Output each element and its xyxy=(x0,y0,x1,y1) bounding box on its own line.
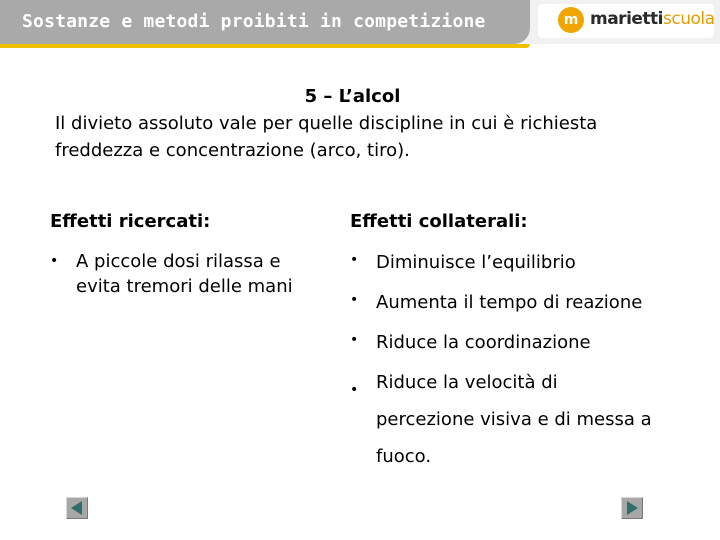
right-column-heading: Effetti collaterali: xyxy=(350,211,528,232)
right-list-item-text: Riduce la velocità di percezione visiva e di messa a fuoco. xyxy=(376,372,652,467)
bullet-icon: • xyxy=(350,382,359,398)
right-list-item-text: Diminuisce l’equilibrio xyxy=(376,252,576,273)
next-slide-button[interactable] xyxy=(621,497,643,519)
right-list-item xyxy=(350,292,700,313)
right-list-item-text: Riduce la coordinazione xyxy=(376,332,591,353)
triangle-right-icon xyxy=(622,498,642,518)
left-list-item-text: A piccole dosi rilassa e evita tremori delle mani xyxy=(76,251,293,297)
triangle-left-icon xyxy=(67,498,87,518)
bullet-icon: • xyxy=(350,252,359,268)
left-list-item xyxy=(50,249,330,299)
bullet-icon: • xyxy=(350,292,359,308)
left-column-heading: Effetti ricercati: xyxy=(50,211,211,232)
title-band xyxy=(0,0,530,44)
section-title: 5 – L’alcol xyxy=(304,86,401,107)
bullet-icon: • xyxy=(50,253,59,269)
header-bar xyxy=(0,0,720,44)
previous-slide-button[interactable] xyxy=(66,497,88,519)
header-title: Sostanze e metodi proibiti in competizione xyxy=(22,11,486,32)
logo-text xyxy=(590,9,715,29)
right-list-item xyxy=(350,364,660,475)
right-list-item xyxy=(350,252,700,273)
logo-mark-icon: m xyxy=(558,7,584,33)
logo-text-part1: marietti xyxy=(590,9,664,29)
intro-text: Il divieto assoluto vale per quelle discipline in cui è richiesta freddezza e concentrazione (arco, tiro). xyxy=(55,113,598,161)
logo-text-part2: scuola xyxy=(663,9,715,29)
right-list-item-text: Aumenta il tempo di reazione xyxy=(376,292,643,313)
bullet-icon: • xyxy=(350,332,359,348)
right-list-item xyxy=(350,332,700,353)
